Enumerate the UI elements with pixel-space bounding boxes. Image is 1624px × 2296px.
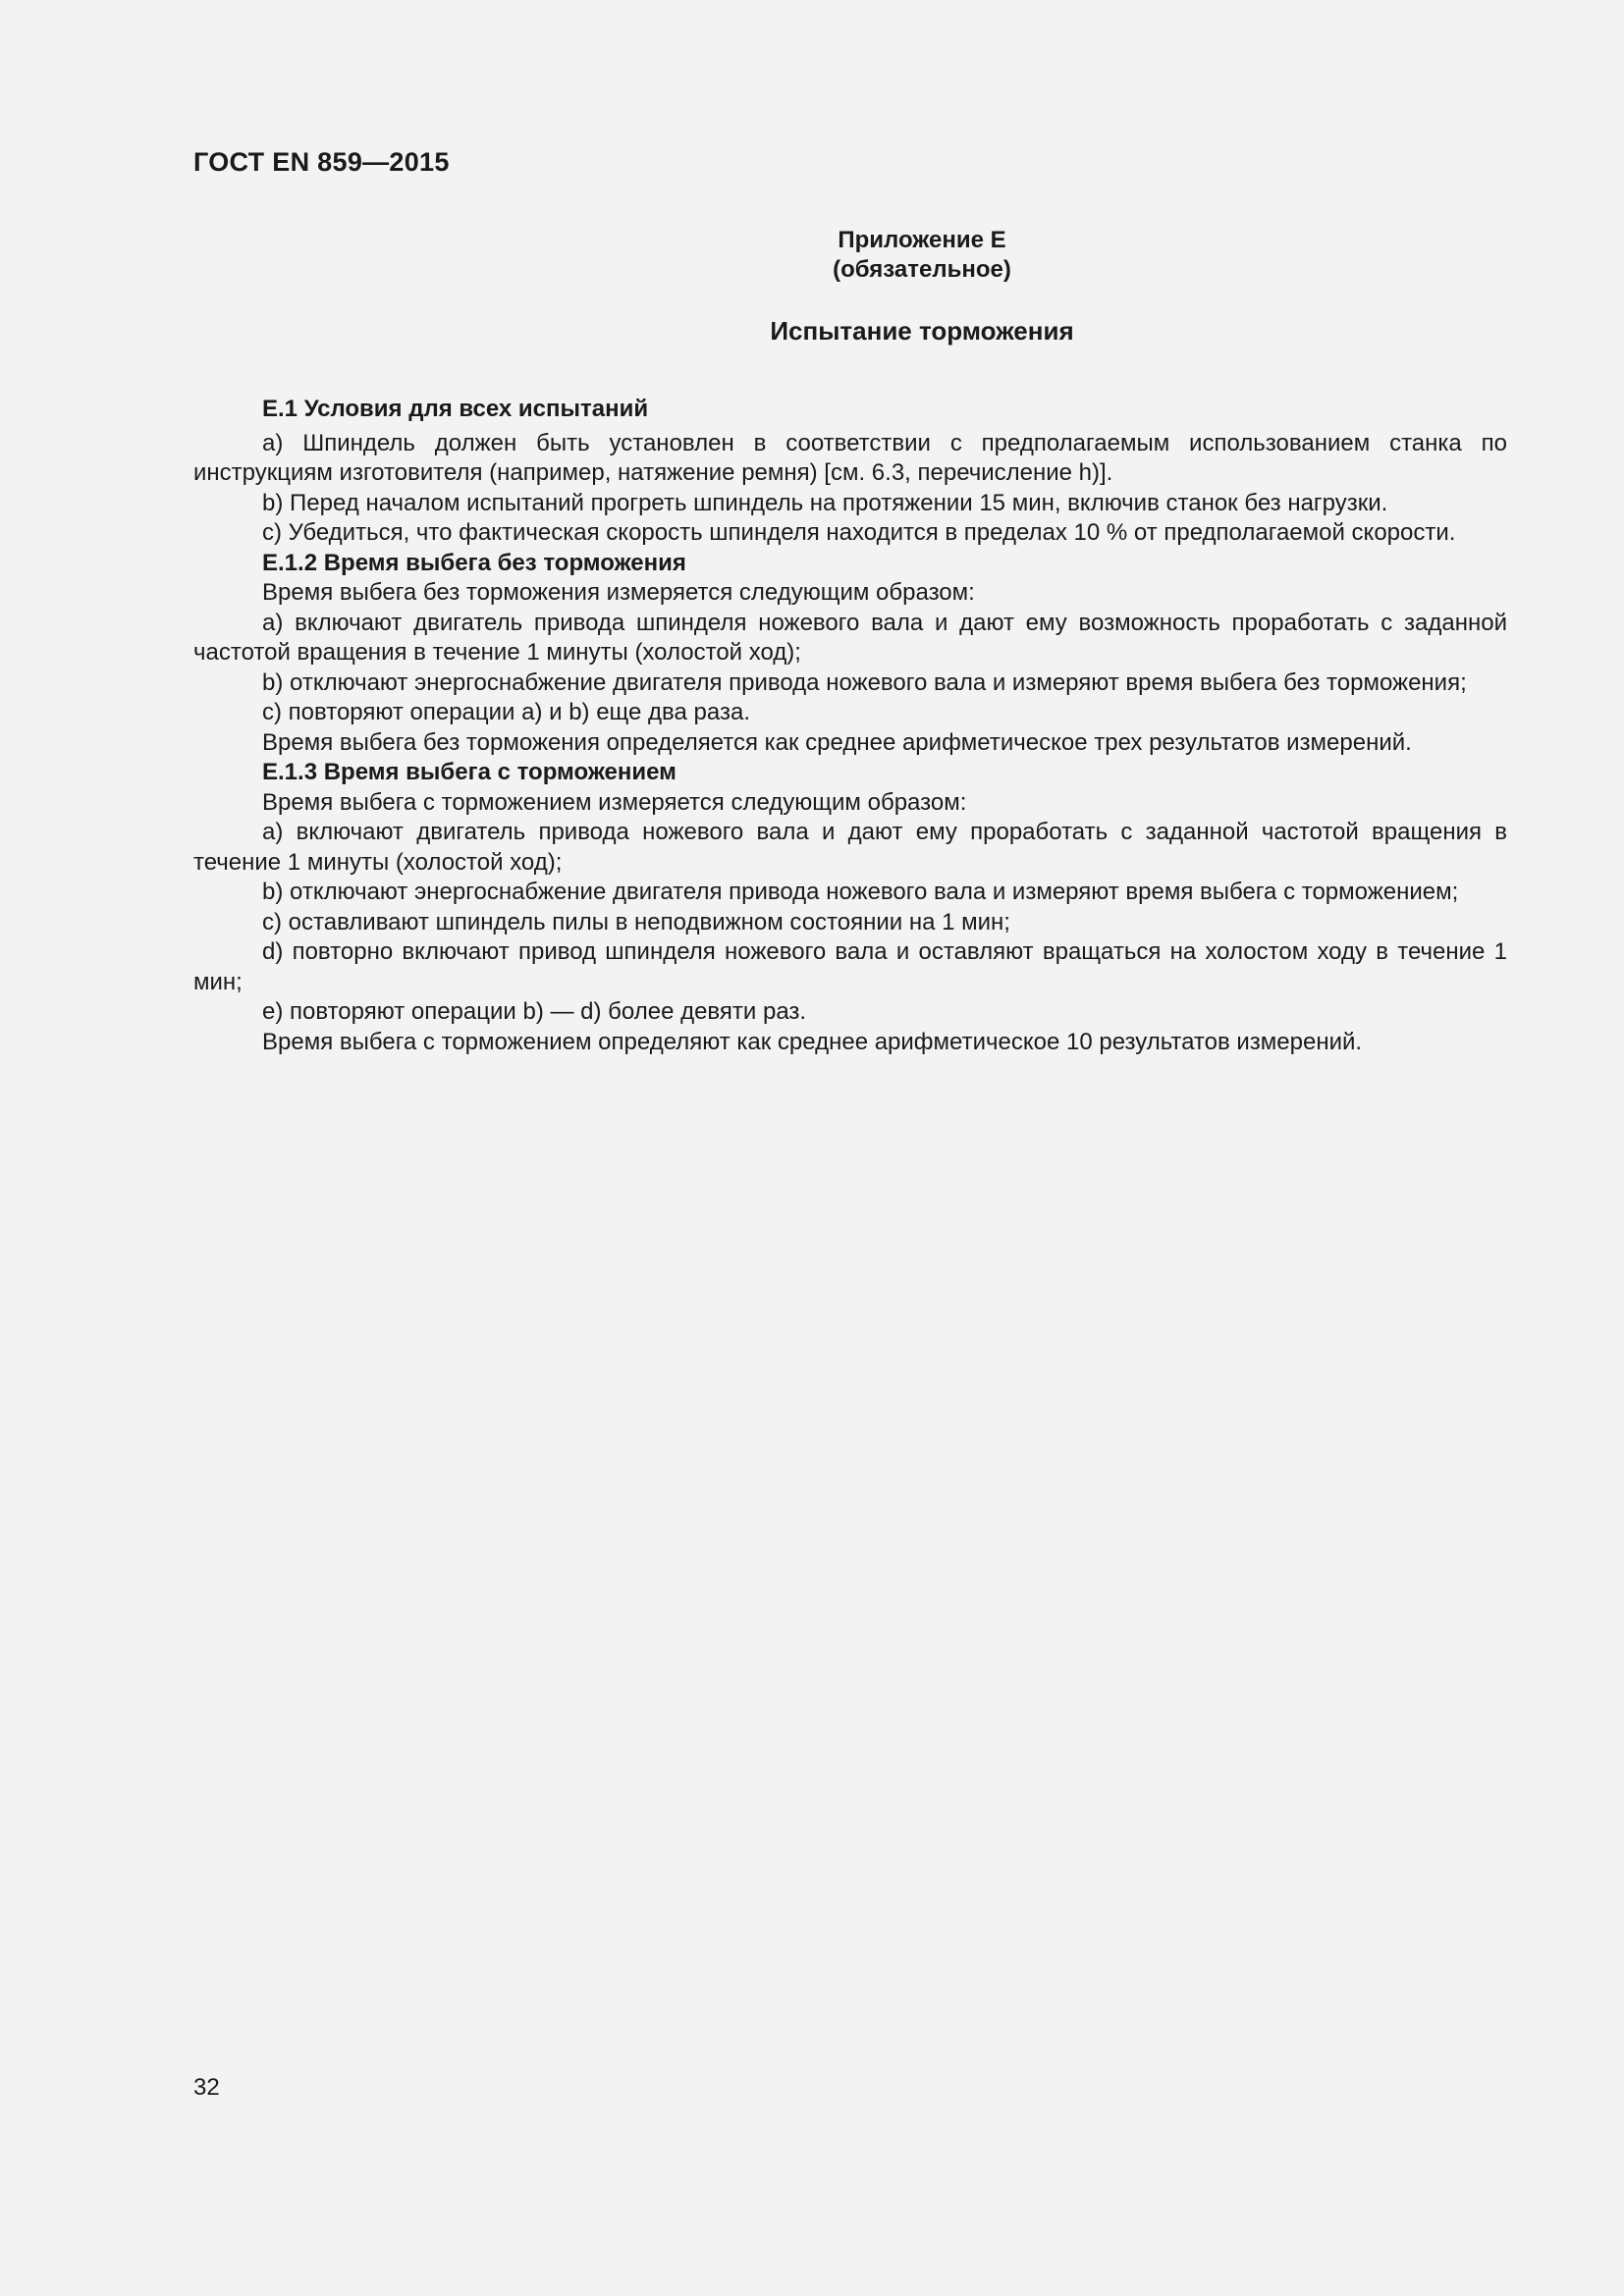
- paragraph-e12-conclusion: Время выбега без торможения определяется как среднее арифметическое трех результатов измерений.: [262, 728, 1412, 756]
- page-number: 32: [193, 2074, 220, 2101]
- paragraph-e13-a: a) включают двигатель привода ножевого вала и дают ему проработать с заданной частотой вращения в течение 1 минуты (холостой ход);: [193, 819, 1507, 876]
- paragraph-e1-c: c) Убедиться, что фактическая скорость шпинделя находится в пределах 10 % от предполагаемой скорости.: [262, 519, 1456, 546]
- paragraph-e12-a: a) включают двигатель привода шпинделя ножевого вала и дают ему возможность проработать с заданной частотой вращения в течение 1 минуты (холостой ход);: [193, 609, 1507, 666]
- annex-title: Приложение Е: [838, 227, 1006, 253]
- paragraph-e13-intro: Время выбега с торможением измеряется следующим образом:: [262, 788, 967, 816]
- paragraph-e12-b: b) отключают энергоснабжение двигателя привода ножевого вала и измеряют время выбега без торможения;: [262, 668, 1467, 696]
- paragraph-e13-c: c) оставливают шпиндель пилы в неподвижном состоянии на 1 мин;: [262, 908, 1010, 935]
- paragraph-e13-e: e) повторяют операции b) — d) более девяти раз.: [262, 998, 807, 1025]
- paragraph-e13-b: b) отключают энергоснабжение двигателя привода ножевого вала и измеряют время выбега с торможением;: [262, 879, 1459, 905]
- paragraph-e13-d: d) повторно включают привод шпинделя ножевого вала и оставляют вращаться на холостом ходу в течение 1 мин;: [193, 938, 1507, 995]
- section-title-e1: Е.1 Условия для всех испытаний: [262, 396, 649, 422]
- annex-heading: Испытание торможения: [770, 316, 1074, 346]
- document-body: [193, 395, 1507, 1057]
- section-title-e13: Е.1.3 Время выбега с торможением: [262, 759, 677, 785]
- document-id-header: ГОСТ EN 859—2015: [193, 147, 450, 177]
- paragraph-e1-b: b) Перед началом испытаний прогреть шпиндель на протяжении 15 мин, включив станок без нагрузки.: [262, 489, 1388, 516]
- paragraph-e12-c: c) повторяют операции a) и b) еще два раза.: [262, 699, 750, 725]
- annex-status: (обязательное): [833, 256, 1011, 283]
- paragraph-e12-intro: Время выбега без торможения измеряется следующим образом:: [262, 579, 975, 606]
- paragraph-e1-a: a) Шпиндель должен быть установлен в соответствии с предполагаемым использованием станка по инструкциям изготовителя (например, натяжение ремня) [см. 6.3, перечисление h)].: [193, 429, 1507, 486]
- annex-label-block: [193, 226, 1507, 285]
- section-title-e12: Е.1.2 Время выбега без торможения: [262, 549, 686, 576]
- paragraph-e13-conclusion: Время выбега с торможением определяют как среднее арифметическое 10 результатов измерений.: [262, 1028, 1363, 1055]
